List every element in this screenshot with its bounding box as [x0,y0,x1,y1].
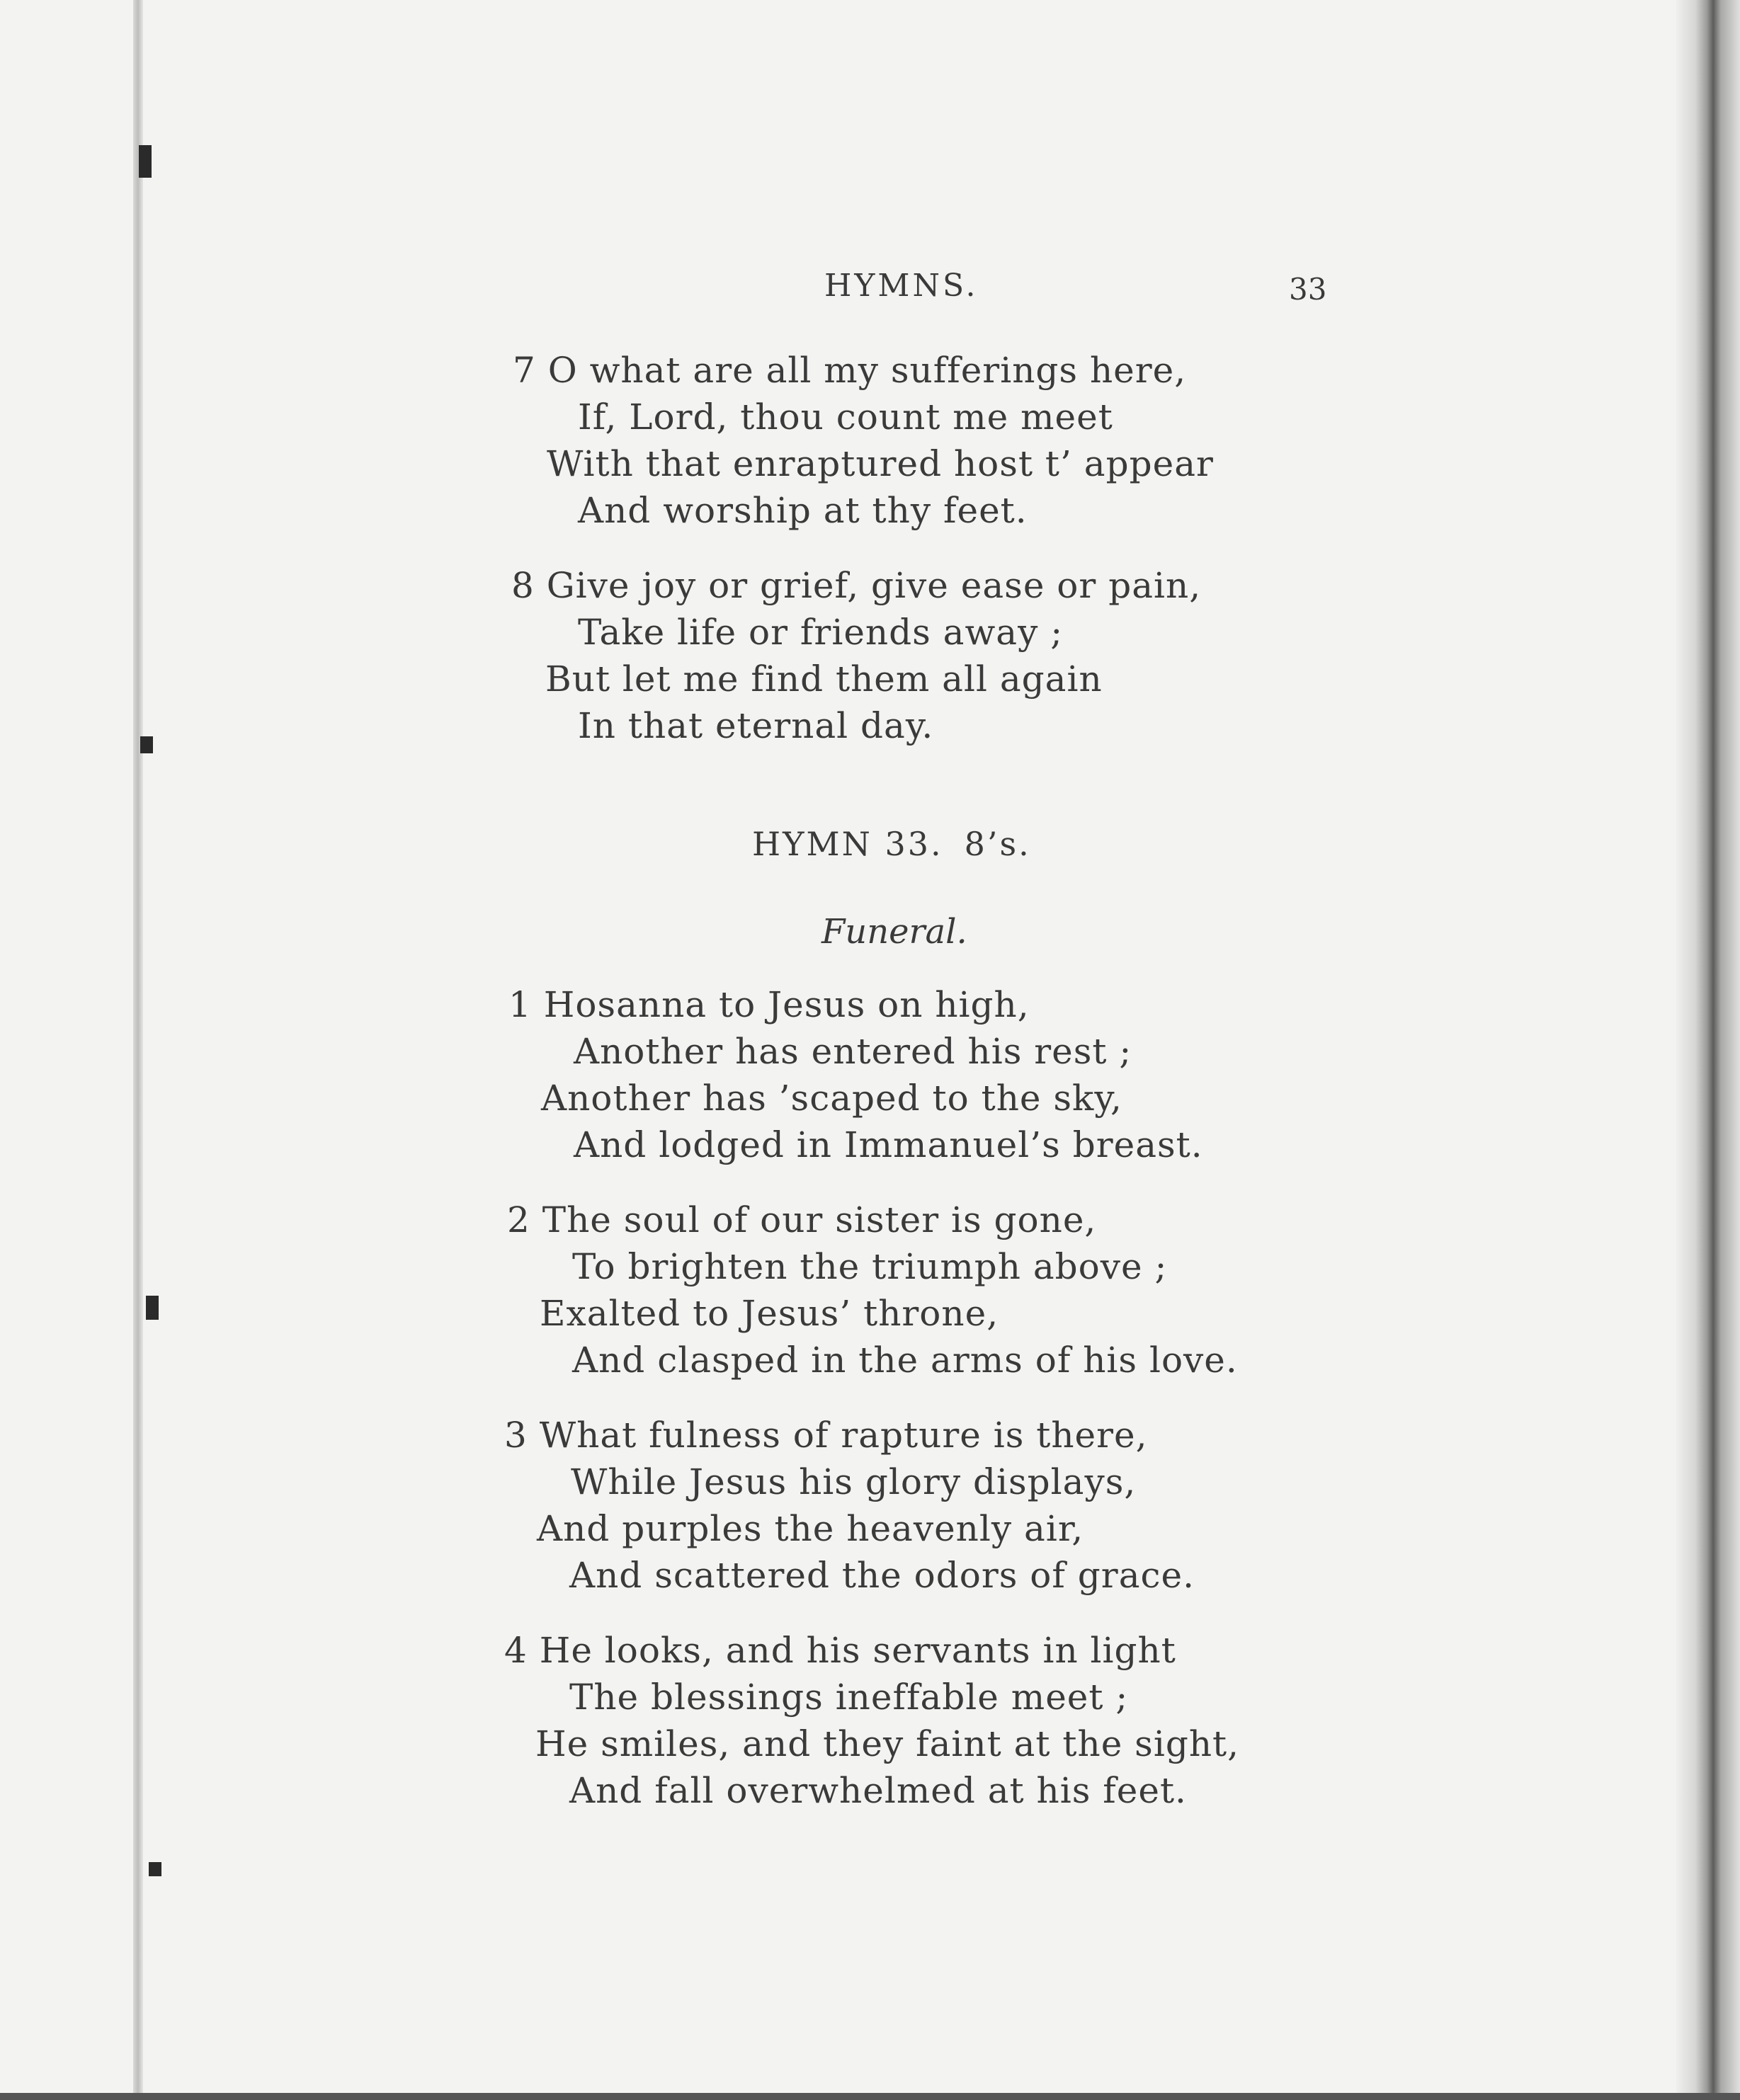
running-head: HYMNS. [824,268,979,304]
stanza-number: 7 [513,350,536,391]
hymn-subtitle: Funeral. [821,912,967,952]
hymn-stanza-3-line-1: 3 What fulness of rapture is there, [504,1415,1148,1456]
stanza-7-line-3: With that enraptured host t’ appear [547,443,1214,484]
stanza-number: 2 [507,1199,530,1240]
stanza-7-line-4: And worship at thy feet. [578,490,1028,531]
stanza-8-line-4: In that eternal day. [578,705,934,746]
hymn-stanza-3-line-2: While Jesus his glory displays, [571,1461,1137,1502]
hymn-stanza-2-line-2: To brighten the triumph above ; [572,1246,1168,1287]
stanza-8-line-1: 8 Give joy or grief, give ease or pain, [511,565,1202,606]
hymn-stanza-4-line-2: The blessings ineffable meet ; [569,1677,1129,1718]
hymn-stanza-2-line-3: Exalted to Jesus’ throne, [540,1293,999,1334]
stanza-7-line-1: 7 O what are all my sufferings here, [513,350,1187,391]
stanza-number: 8 [511,565,535,606]
hymn-meter: 8’s. [964,825,1031,863]
hymn-stanza-1-line-2: Another has entered his rest ; [574,1031,1132,1072]
hymn-stanza-4-line-3: He smiles, and they faint at the sight, [535,1723,1240,1764]
hymn-stanza-2-line-4: And clasped in the arms of his love. [572,1340,1238,1381]
stanza-number: 1 [508,984,532,1025]
hymn-stanza-1-line-1: 1 Hosanna to Jesus on high, [508,984,1030,1025]
hymn-title: HYMN 33. 8’s. [752,825,1031,863]
stanza-number: 3 [504,1415,528,1456]
hymn-stanza-2-line-1: 2 The soul of our sister is gone, [507,1199,1097,1240]
stanza-8-line-3: But let me find them all again [545,658,1103,700]
hymn-stanza-1-line-3: Another has ’scaped to the sky, [541,1078,1122,1119]
stanza-number: 4 [504,1630,528,1671]
hymn-stanza-4-line-1: 4 He looks, and his servants in light [504,1630,1176,1671]
hymn-stanza-1-line-4: And lodged in Immanuel’s breast. [574,1124,1203,1165]
page-number: 33 [1289,272,1327,307]
stanza-7-line-2: If, Lord, thou count me meet [578,396,1113,438]
hymn-stanza-3-line-3: And purples the heavenly air, [537,1508,1084,1549]
hymn-stanza-4-line-4: And fall overwhelmed at his feet. [569,1770,1187,1811]
stanza-8-line-2: Take life or friends away ; [578,612,1064,653]
hymn-stanza-3-line-4: And scattered the odors of grace. [569,1555,1195,1596]
